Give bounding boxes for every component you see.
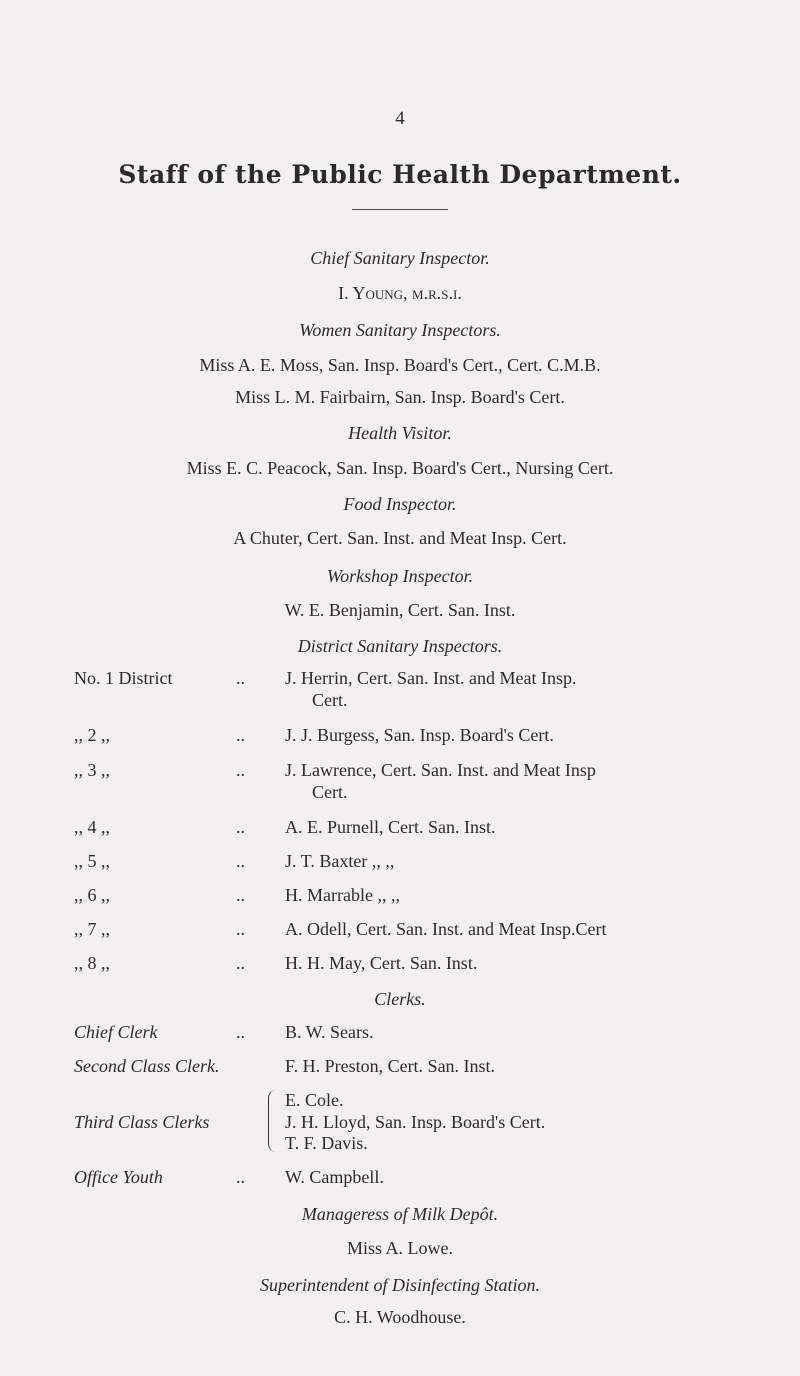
district-label: ,, 6 ,, — [74, 885, 110, 905]
district-label: ,, 5 ,, — [74, 851, 110, 871]
district-inspector-name: J. T. Baxter ,, ,, — [285, 851, 395, 871]
clerk-name: B. W. Sears. — [285, 1022, 374, 1042]
food-inspector-title: Food Inspector. — [343, 494, 457, 514]
clerk-name: J. H. Lloyd, San. Insp. Board's Cert. — [285, 1112, 546, 1132]
women-inspectors-title: Women Sanitary Inspectors. — [299, 320, 501, 340]
clerk-role: Second Class Clerk. — [74, 1056, 220, 1076]
leader-dots: .. — [236, 817, 245, 837]
disinfecting-title: Superintendent of Disinfecting Station. — [260, 1275, 540, 1295]
workshop-inspector-title: Workshop Inspector. — [326, 566, 474, 586]
health-visitor-title: Health Visitor. — [348, 423, 452, 443]
district-inspector-name: J. Herrin, Cert. San. Inst. and Meat Insp. — [285, 668, 577, 688]
district-inspector-name: J. Lawrence, Cert. San. Inst. and Meat Insp — [285, 760, 596, 780]
district-inspector-cert: Cert. — [312, 782, 348, 802]
district-inspector-name: H. Marrable ,, ,, — [285, 885, 400, 905]
milk-depot-name: Miss A. Lowe. — [346, 1238, 453, 1258]
leader-dots: .. — [236, 760, 245, 780]
district-label: No. 1 District — [74, 668, 173, 688]
district-label: ,, 8 ,, — [74, 953, 110, 973]
clerk-role: Chief Clerk — [74, 1022, 158, 1042]
district-inspector-name: J. J. Burgess, San. Insp. Board's Cert. — [285, 725, 554, 745]
district-inspector-name: A. Odell, Cert. San. Inst. and Meat Insp.Cert — [285, 919, 607, 939]
leader-dots: .. — [236, 1022, 245, 1042]
clerk-name: T. F. Davis. — [285, 1133, 368, 1153]
district-label: ,, 3 ,, — [74, 760, 110, 780]
leader-dots: .. — [236, 919, 245, 939]
food-inspector-name: A Chuter, Cert. San. Inst. and Meat Insp. Cert. — [233, 528, 567, 548]
leader-dots: .. — [236, 953, 245, 973]
clerk-role: Third Class Clerks — [74, 1112, 210, 1132]
workshop-inspector-name: W. E. Benjamin, Cert. San. Inst. — [284, 600, 516, 620]
leader-dots: .. — [236, 668, 245, 688]
district-inspectors-title: District Sanitary Inspectors. — [297, 636, 503, 656]
disinfecting-name: C. H. Woodhouse. — [334, 1307, 466, 1327]
district-label: ,, 2 ,, — [74, 725, 110, 745]
clerk-name: F. H. Preston, Cert. San. Inst. — [285, 1056, 496, 1076]
clerks-title: Clerks. — [374, 989, 426, 1009]
district-label: ,, 4 ,, — [74, 817, 110, 837]
clerk-name: W. Campbell. — [285, 1167, 384, 1187]
health-visitor-name: Miss E. C. Peacock, San. Insp. Board's Cert., Nursing Cert. — [186, 458, 614, 478]
milk-depot-title: Manageress of Milk Depôt. — [301, 1204, 499, 1224]
leader-dots: .. — [236, 885, 245, 905]
chief-inspector-title: Chief Sanitary Inspector. — [310, 248, 490, 268]
district-label: ,, 7 ,, — [74, 919, 110, 939]
brace — [268, 1090, 279, 1152]
women-inspector-1: Miss A. E. Moss, San. Insp. Board's Cert., Cert. C.M.B. — [199, 355, 601, 375]
clerk-role: Office Youth — [74, 1167, 163, 1187]
heading-rule — [352, 209, 448, 210]
district-inspector-name: H. H. May, Cert. San. Inst. — [285, 953, 478, 973]
clerk-name: E. Cole. — [285, 1090, 344, 1110]
leader-dots: .. — [236, 1167, 245, 1187]
district-inspector-cert: Cert. — [312, 690, 348, 710]
leader-dots: .. — [236, 851, 245, 871]
district-inspector-name: A. E. Purnell, Cert. San. Inst. — [285, 817, 496, 837]
page-heading: Staff of the Public Health Department. — [118, 160, 682, 189]
page-number: 4 — [395, 108, 405, 129]
leader-dots: .. — [236, 725, 245, 745]
women-inspector-2: Miss L. M. Fairbairn, San. Insp. Board's Cert. — [235, 387, 565, 407]
chief-inspector-name: I. Young, m.r.s.i. — [338, 283, 462, 303]
